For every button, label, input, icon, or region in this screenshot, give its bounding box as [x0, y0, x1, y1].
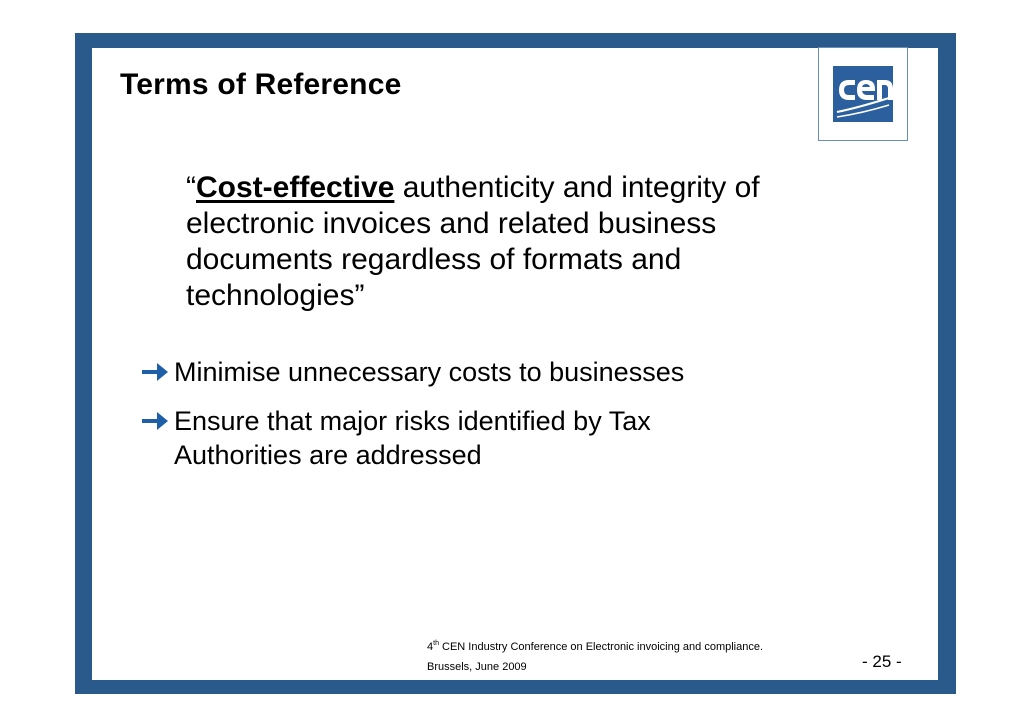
quote-body: authenticity and integrity of electronic invoices and related business documents regardless of formats and technologies” — [186, 171, 760, 312]
bullet-item — [140, 404, 780, 472]
terms-quote — [186, 170, 866, 314]
bullet-item — [140, 355, 780, 389]
quote-open-mark: “ — [186, 171, 196, 204]
slide-title: Terms of Reference — [120, 68, 402, 101]
footer-conference-text: CEN Industry Conference on Electronic invoicing and compliance. — [438, 641, 764, 653]
arrow-right-icon — [140, 355, 170, 389]
bullet-text: Minimise unnecessary costs to businesses — [174, 357, 685, 387]
footer-location-date: Brussels, June 2009 — [427, 661, 527, 673]
footer-conference — [427, 640, 763, 653]
arrow-right-icon — [140, 404, 170, 438]
footer-ordinal: 4 — [427, 641, 434, 653]
page-number: - 25 - — [862, 652, 902, 671]
cen-logo-icon — [819, 48, 907, 140]
quote-emphasis: Cost-effective — [196, 171, 395, 204]
bullet-text: Ensure that major risks identified by Tax Authorities are addressed — [174, 406, 651, 470]
footer-ordinal-suffix: th — [433, 640, 439, 647]
cen-logo — [818, 47, 908, 141]
